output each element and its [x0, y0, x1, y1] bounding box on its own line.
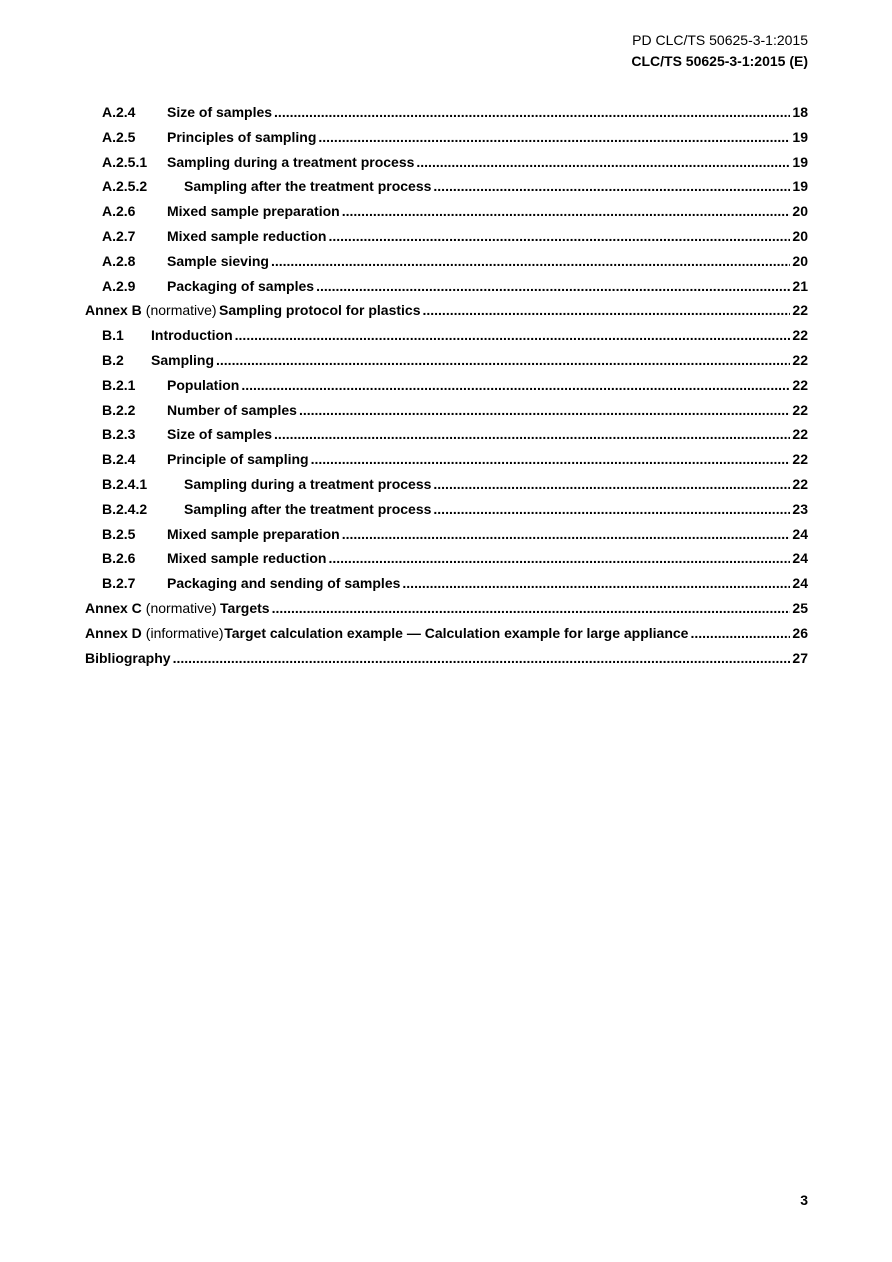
toc-entry[interactable]: [85, 476, 808, 501]
toc-annex-kind: (informative): [145, 624, 224, 641]
toc-leader-dots: [271, 253, 790, 269]
toc-entry-page: 20: [792, 203, 808, 220]
toc-entry[interactable]: [85, 426, 808, 451]
toc-annex-kind: (normative): [145, 599, 217, 616]
toc-entry-number: B.2.5: [102, 525, 136, 542]
toc-entry-title: Size of samples: [167, 104, 273, 120]
toc-leader-dots: [274, 104, 790, 120]
toc-entry[interactable]: [85, 253, 808, 278]
toc-leader-dots: [173, 650, 791, 666]
toc-entry-page: 23: [792, 500, 808, 517]
toc-entry-title: Sampling during a treatment process: [167, 153, 415, 170]
toc-entry-title: Sampling: [151, 351, 215, 368]
toc-entry[interactable]: [85, 451, 808, 476]
toc-entry-page: 24: [792, 525, 808, 542]
toc-entry-page: 22: [792, 451, 808, 468]
toc-annex-label: Annex D: [85, 624, 142, 641]
toc-entry-title: Sampling after the treatment process: [184, 178, 432, 195]
toc-entry-number: A.2.9: [102, 277, 136, 294]
toc-entry-annex-b[interactable]: [85, 302, 808, 327]
toc-entry-title: Number of samples: [167, 401, 297, 418]
toc-leader-dots: [316, 278, 790, 294]
toc-entry-number: B.2.2: [102, 401, 136, 418]
toc-leader-dots: [328, 228, 790, 244]
toc-entry-title: Mixed sample reduction: [167, 550, 327, 567]
toc-entry-number: B.1: [102, 327, 124, 344]
toc-entry-number: A.2.6: [102, 203, 136, 220]
toc-leader-dots: [328, 550, 790, 566]
toc-entry-title: Sample sieving: [167, 252, 269, 269]
document-id: PD CLC/TS 50625-3-1:2015: [632, 32, 808, 48]
table-of-contents: [85, 104, 808, 674]
toc-leader-dots: [690, 625, 790, 641]
toc-entry-number: A.2.5.2: [102, 178, 148, 195]
toc-entry-title: Sampling protocol for plastics: [219, 302, 421, 319]
toc-entry-number: B.2.4: [102, 451, 136, 468]
toc-bibliography-label: Bibliography: [85, 649, 171, 666]
toc-entry-title: Principle of sampling: [167, 451, 309, 468]
toc-annex-label: Annex C: [85, 599, 142, 616]
toc-entry-page: 19: [792, 128, 808, 145]
toc-entry-number: A.2.4: [102, 104, 136, 120]
toc-entry-number: B.2.4.1: [102, 475, 148, 492]
toc-entry-page: 22: [792, 351, 808, 368]
toc-entry-title: Sampling during a treatment process: [184, 475, 432, 492]
toc-leader-dots: [311, 451, 791, 467]
toc-entry-page: 21: [792, 277, 808, 294]
toc-entry-page: 24: [792, 550, 808, 567]
toc-entry-page: 22: [792, 327, 808, 344]
toc-entry[interactable]: [85, 526, 808, 551]
toc-entry[interactable]: [85, 154, 808, 179]
toc-entry-page: 24: [792, 575, 808, 592]
toc-entry-title: Mixed sample reduction: [167, 227, 327, 244]
toc-entry-title: Packaging and sending of samples: [167, 575, 401, 592]
toc-leader-dots: [433, 476, 790, 492]
toc-entry[interactable]: [85, 352, 808, 377]
toc-entry-number: B.2.1: [102, 376, 136, 393]
toc-entry[interactable]: [85, 228, 808, 253]
toc-entry-number: A.2.5: [102, 128, 136, 145]
toc-entry-number: A.2.8: [102, 252, 136, 269]
toc-entry-number: B.2.7: [102, 575, 136, 592]
toc-leader-dots: [342, 526, 791, 542]
toc-entry-number: A.2.5.1: [102, 153, 148, 170]
toc-entry[interactable]: [85, 203, 808, 228]
toc-entry-page: 20: [792, 227, 808, 244]
toc-entry[interactable]: [85, 327, 808, 352]
toc-entry[interactable]: [85, 178, 808, 203]
toc-entry-page: 26: [792, 624, 808, 641]
toc-entry-title: Target calculation example — Calculation example for large appliance: [224, 624, 689, 641]
toc-entry-title: Principles of sampling: [167, 128, 317, 145]
toc-leader-dots: [433, 501, 790, 517]
toc-leader-dots: [216, 352, 790, 368]
toc-leader-dots: [274, 426, 790, 442]
toc-entry[interactable]: [85, 104, 808, 129]
toc-leader-dots: [416, 154, 790, 170]
toc-entry-bibliography[interactable]: [85, 650, 808, 675]
toc-entry-annex-d[interactable]: [85, 625, 808, 650]
page-number: 3: [800, 1192, 808, 1208]
document-id-english: CLC/TS 50625-3-1:2015 (E): [631, 53, 808, 69]
toc-entry-title: Introduction: [151, 327, 233, 344]
page-header: [631, 30, 808, 72]
toc-leader-dots: [318, 129, 790, 145]
toc-entry[interactable]: [85, 129, 808, 154]
toc-entry-page: 22: [792, 475, 808, 492]
toc-entry-title: Packaging of samples: [167, 277, 315, 294]
toc-entry-page: 20: [792, 252, 808, 269]
toc-entry-number: B.2.4.2: [102, 500, 148, 517]
toc-entry-page: 19: [792, 178, 808, 195]
toc-entry[interactable]: [85, 501, 808, 526]
toc-entry[interactable]: [85, 377, 808, 402]
toc-annex-kind: (normative): [145, 302, 217, 319]
toc-leader-dots: [402, 575, 790, 591]
toc-leader-dots: [241, 377, 790, 393]
toc-leader-dots: [422, 302, 790, 318]
toc-entry-number: B.2: [102, 351, 124, 368]
toc-entry-title: Population: [167, 376, 240, 393]
toc-entry-number: A.2.7: [102, 227, 136, 244]
toc-entry-title: Size of samples: [167, 426, 273, 443]
toc-leader-dots: [235, 327, 791, 343]
toc-entry-title: Mixed sample preparation: [167, 525, 340, 542]
toc-entry[interactable]: [85, 550, 808, 575]
toc-entry-page: 18: [792, 104, 808, 120]
toc-entry-number: B.2.6: [102, 550, 136, 567]
toc-leader-dots: [272, 600, 791, 616]
toc-entry-title: Targets: [220, 599, 270, 616]
toc-entry[interactable]: [85, 402, 808, 427]
toc-entry-page: 25: [792, 599, 808, 616]
toc-leader-dots: [299, 402, 790, 418]
toc-entry-number: B.2.3: [102, 426, 136, 443]
toc-entry-page: 22: [792, 401, 808, 418]
toc-entry-page: 19: [792, 153, 808, 170]
toc-entry-page: 27: [792, 649, 808, 666]
toc-entry[interactable]: [85, 278, 808, 303]
toc-annex-label: Annex B: [85, 302, 142, 319]
toc-leader-dots: [433, 178, 790, 194]
toc-entry-title: Mixed sample preparation: [167, 203, 340, 220]
toc-entry-annex-c[interactable]: [85, 600, 808, 625]
toc-leader-dots: [342, 203, 791, 219]
toc-entry-title: Sampling after the treatment process: [184, 500, 432, 517]
toc-entry[interactable]: [85, 575, 808, 600]
toc-entry-page: 22: [792, 376, 808, 393]
toc-entry-page: 22: [792, 302, 808, 319]
toc-entry-page: 22: [792, 426, 808, 443]
